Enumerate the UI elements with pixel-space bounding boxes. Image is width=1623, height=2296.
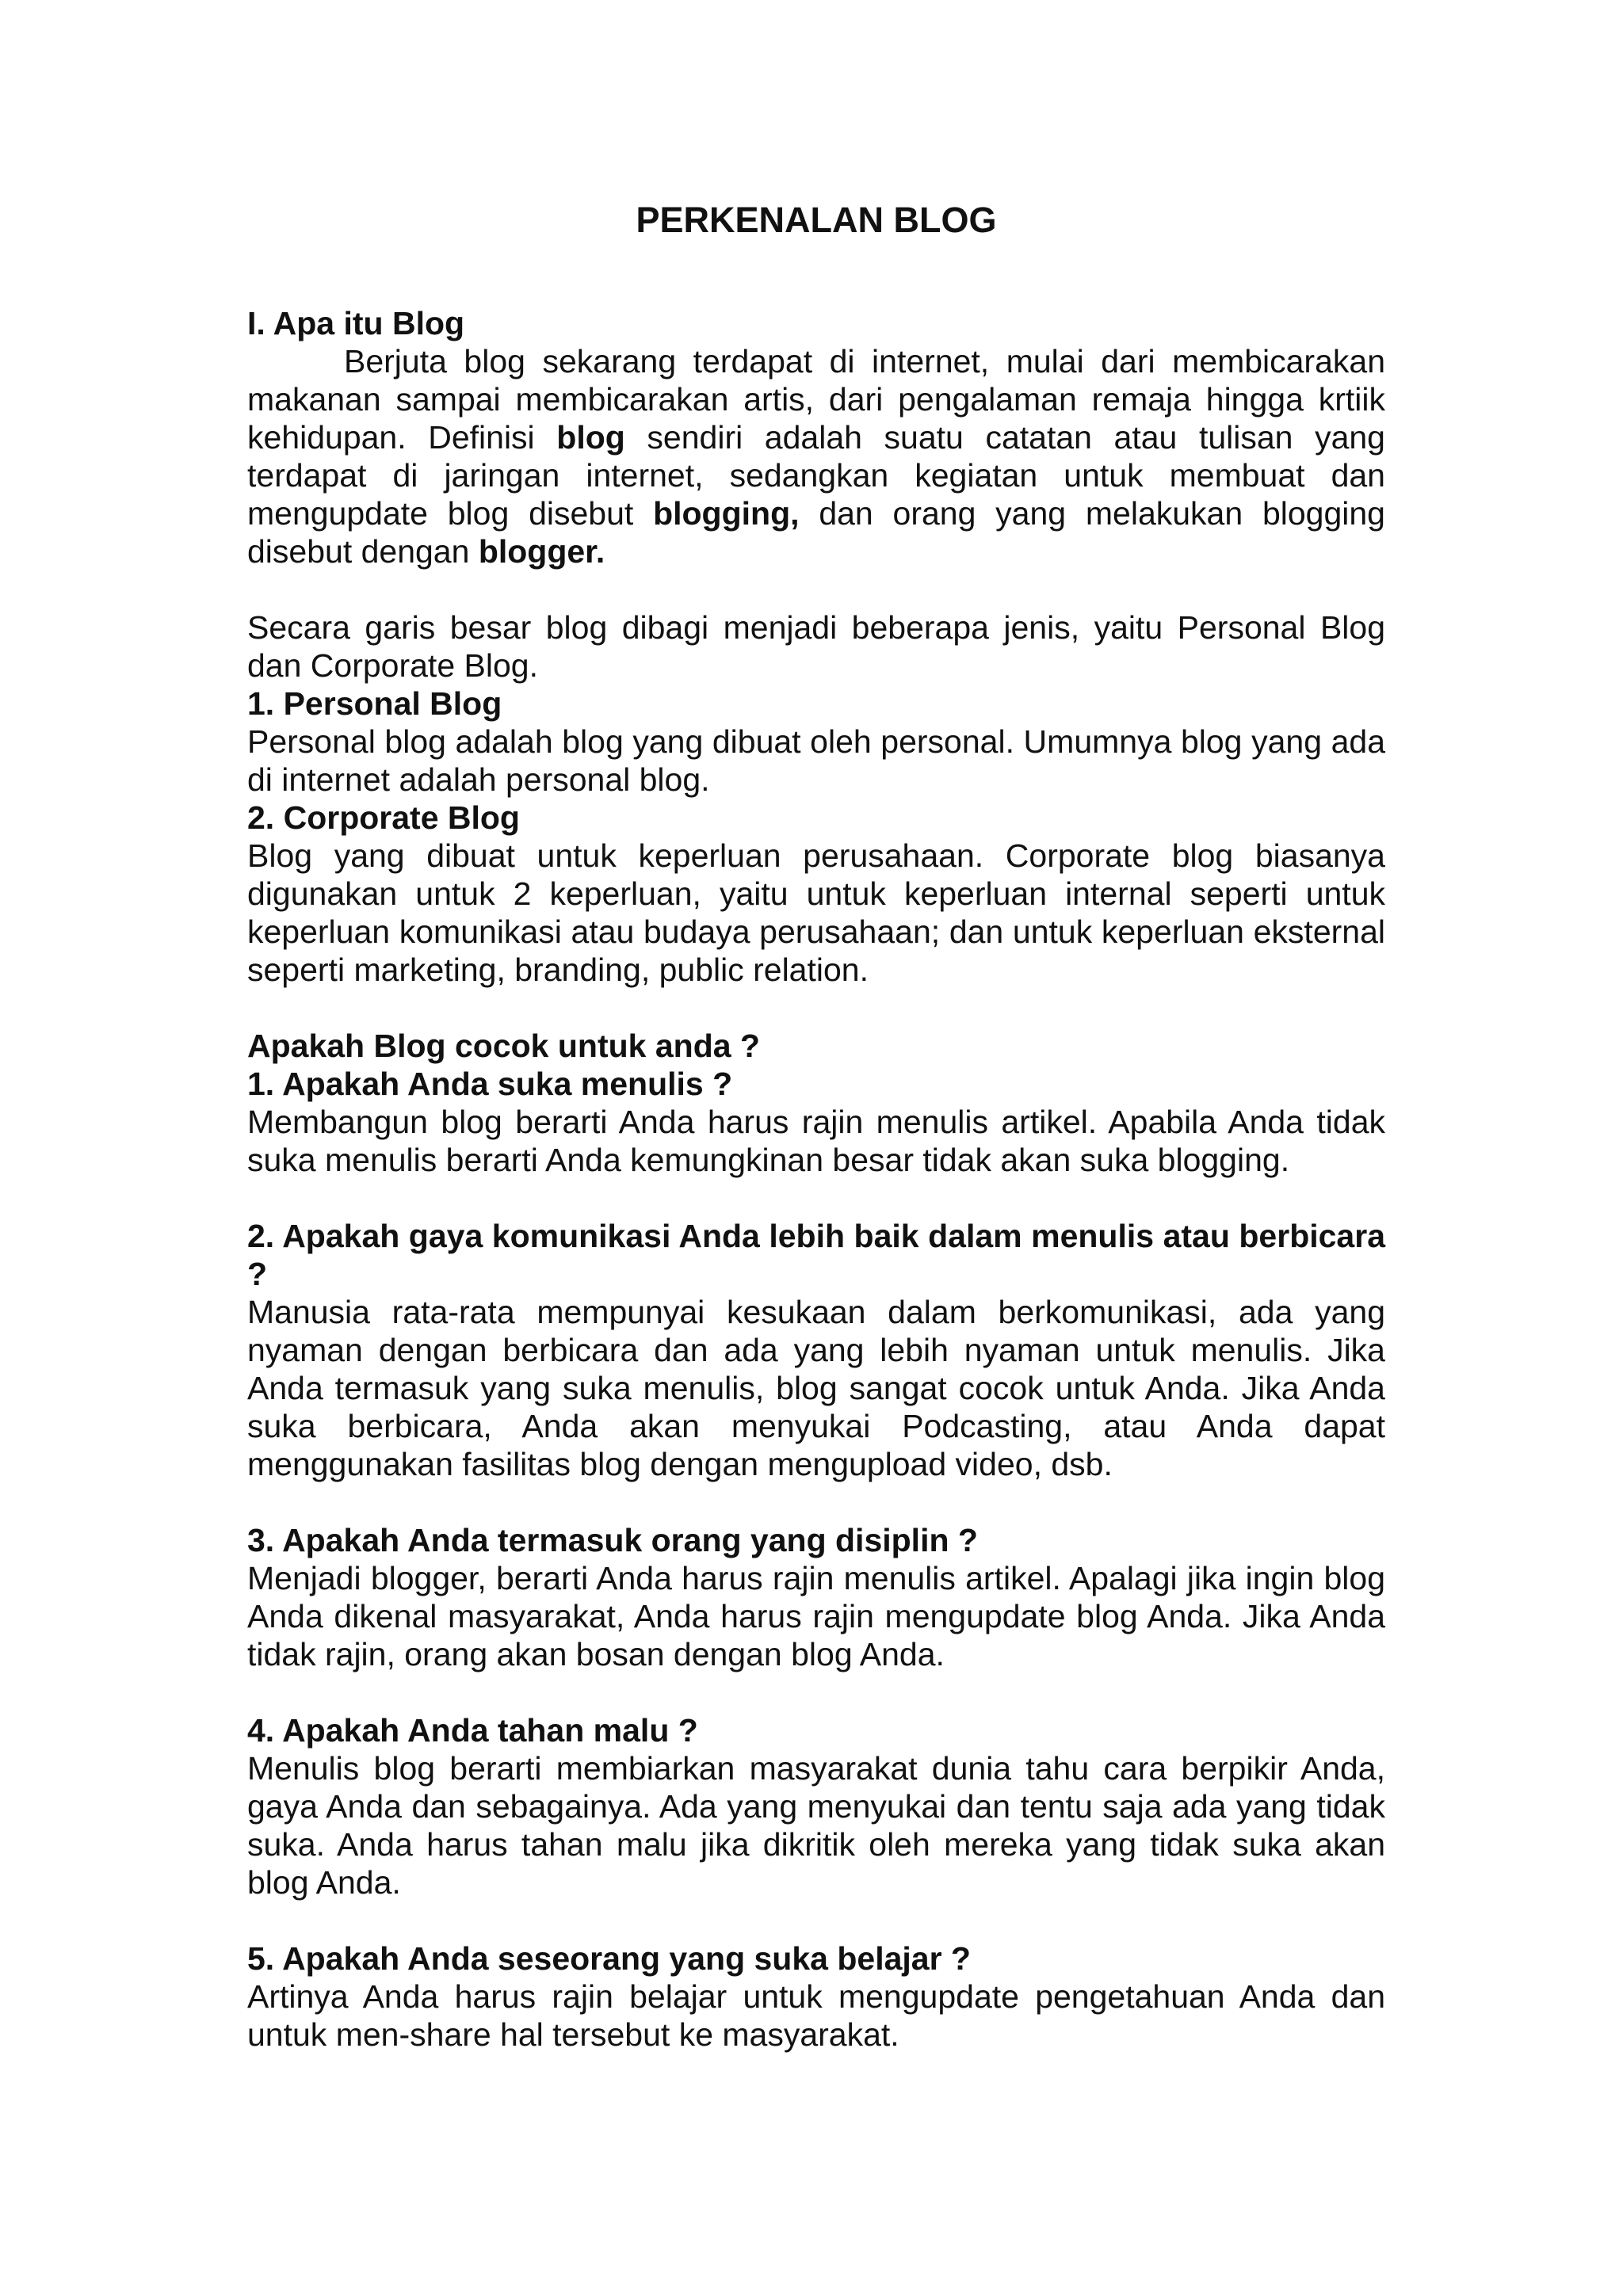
document-page <box>247 198 1385 2054</box>
section-heading: I. Apa itu Blog <box>247 305 465 341</box>
term-blogging: blogging, <box>653 495 800 532</box>
question-text-3: Menjadi blogger, berarti Anda harus rajin menulis artikel. Apalagi jika ingin blog Anda dikenal masyarakat, Anda harus rajin mengupdate blog Anda. Jika Anda tidak rajin, orang akan bosan dengan blog Anda. <box>247 1560 1385 1672</box>
intro-paragraph <box>247 342 1385 570</box>
section-heading: Apakah Blog cocok untuk anda ? <box>247 1028 760 1064</box>
type-heading-corporate: 2. Corporate Blog <box>247 799 520 836</box>
question-text-2: Manusia rata-rata mempunyai kesukaan dalam berkomunikasi, ada yang nyaman dengan berbicara dan ada yang lebih nyaman untuk menulis. Jika Anda termasuk yang suka menulis, blog sangat cocok untuk Anda. Jika Anda suka berbicara, Anda akan menyukai Podcasting, atau Anda dapat menggunakan fasilitas blog dengan mengupload video, dsb. <box>247 1294 1385 1482</box>
section-apa-itu-blog <box>247 304 1385 989</box>
question-heading-3: 3. Apakah Anda termasuk orang yang disiplin ? <box>247 1522 978 1558</box>
page-title: PERKENALAN BLOG <box>636 200 997 240</box>
intro-text-2: sendiri adalah suatu catatan atau tulisan yang terdapat di jaringan internet, sedangkan kegiatan untuk membuat dan mengupdate blog disebut <box>247 419 1385 532</box>
question-heading-4: 4. Apakah Anda tahan malu ? <box>247 1712 698 1749</box>
question-text-4: Menulis blog berarti membiarkan masyarakat dunia tahu cara berpikir Anda, gaya Anda dan sebagainya. Ada yang menyukai dan tentu saja ada yang tidak suka. Anda harus tahan malu jika dikritik oleh mereka yang tidak suka akan blog Anda. <box>247 1750 1385 1901</box>
term-blog: blog <box>556 419 625 456</box>
intro-text-1: Berjuta blog sekarang terdapat di internet, mulai dari membicarakan makanan sampai membicarakan artis, dari pengalaman remaja hingga krtiik kehidupan. Definisi <box>247 343 1385 456</box>
type-heading-personal: 1. Personal Blog <box>247 685 502 722</box>
term-blogger: blogger. <box>478 533 605 570</box>
type-text-personal: Personal blog adalah blog yang dibuat oleh personal. Umumnya blog yang ada di internet adalah personal blog. <box>247 723 1385 798</box>
question-heading-2: 2. Apakah gaya komunikasi Anda lebih baik dalam menulis atau berbicara ? <box>247 1218 1385 1292</box>
question-text-5: Artinya Anda harus rajin belajar untuk mengupdate pengetahuan Anda dan untuk men-share hal tersebut ke masyarakat. <box>247 1978 1385 2053</box>
question-heading-1: 1. Apakah Anda suka menulis ? <box>247 1066 733 1102</box>
section-blog-cocok <box>247 1027 1385 2054</box>
type-text-corporate: Blog yang dibuat untuk keperluan perusahaan. Corporate blog biasanya digunakan untuk 2 keperluan, yaitu untuk keperluan internal seperti untuk keperluan komunikasi atau budaya perusahaan; dan untuk keperluan eksternal seperti marketing, branding, public relation. <box>247 837 1385 988</box>
intro-text-3: dan orang yang melakukan blogging disebut dengan <box>247 495 1385 570</box>
question-text-1: Membangun blog berarti Anda harus rajin menulis artikel. Apabila Anda tidak suka menulis berarti Anda kemungkinan besar tidak akan suka blogging. <box>247 1104 1385 1178</box>
question-heading-5: 5. Apakah Anda seseorang yang suka belajar ? <box>247 1940 971 1977</box>
types-intro-paragraph: Secara garis besar blog dibagi menjadi beberapa jenis, yaitu Personal Blog dan Corporate Blog. <box>247 609 1385 684</box>
